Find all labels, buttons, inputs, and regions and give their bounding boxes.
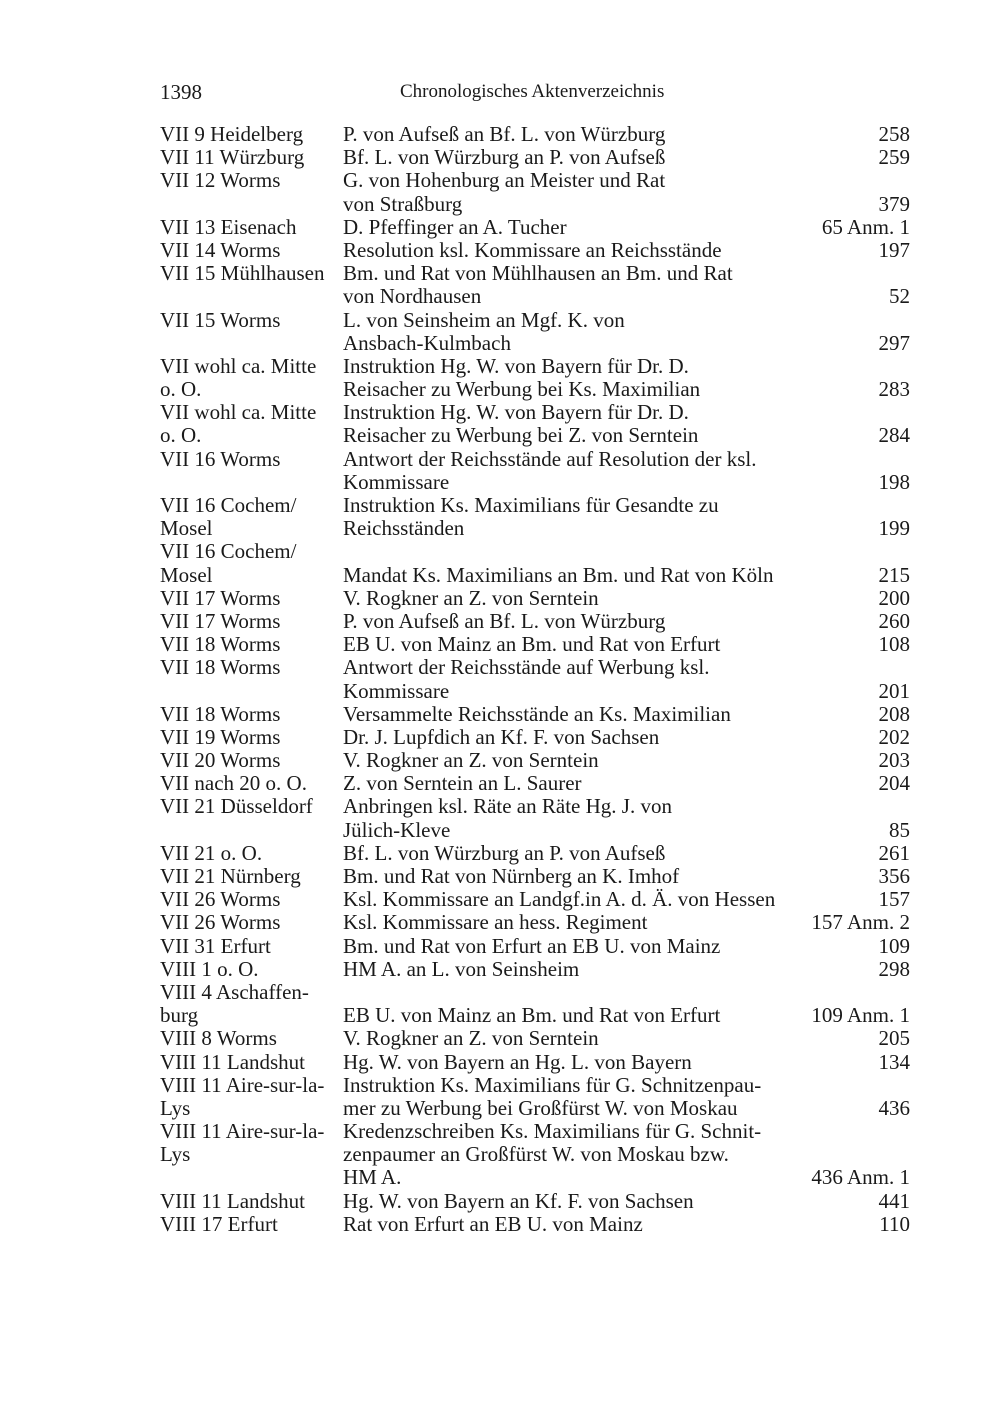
page-number: 1398 [160,80,202,104]
entry-date-place [160,772,343,795]
entry-description [343,842,798,865]
entry-reference [798,656,910,702]
entry-date-line: VII 14 Worms [160,237,281,262]
entry-row [160,239,910,262]
entry-reference [798,842,910,865]
entry-reference-number: 261 [878,840,910,865]
entry-reference [798,494,910,540]
entry-description [343,633,798,656]
entry-date-line: VII 12 Worms [160,168,281,193]
entry-date-line: VII wohl ca. Mitte [160,400,317,425]
entry-text-line: mer zu Werbung bei Großfürst W. von Moskau [343,1095,738,1120]
entry-text-line: V. Rogkner an Z. von Serntein [343,585,599,610]
entry-reference [798,911,910,934]
entry-text-line: Instruktion Hg. W. von Bayern für Dr. D. [343,353,689,378]
entry-date-place [160,795,343,841]
entry-row [160,1074,910,1120]
entry-text-line: Kommissare [343,678,450,703]
entry-reference-number: 284 [878,423,910,448]
entry-text-line: zenpaumer an Großfürst W. von Moskau bzw. [343,1142,729,1167]
entry-reference-number: 65 Anm. 1 [821,214,910,239]
entry-reference [798,1051,910,1074]
entry-text-line: Instruktion Ks. Maximilians für G. Schnitzenpau- [343,1072,762,1097]
entry-description [343,401,798,447]
entry-date-place [160,239,343,262]
entry-reference [798,309,910,355]
entry-date-line: VII 17 Worms [160,608,281,633]
entry-date-line: VIII 8 Worms [160,1026,277,1051]
entry-date-place [160,216,343,239]
entry-reference [798,1074,910,1120]
entry-reference [798,703,910,726]
entry-reference-number: 283 [878,377,910,402]
entry-description [343,494,798,540]
entry-date-line: VII 11 Würzburg [160,145,305,170]
entry-date-place [160,309,343,355]
entry-text-line: Rat von Erfurt an EB U. von Mainz [343,1211,643,1236]
entry-date-line: VII 18 Worms [160,701,281,726]
entry-reference-number: 198 [878,469,910,494]
entry-description [343,772,798,795]
entry-date-line: VII 18 Worms [160,655,281,680]
entry-date-place [160,981,343,1027]
entry-description [343,703,798,726]
entry-reference-number: 108 [878,632,910,657]
entry-reference [798,795,910,841]
entry-date-place [160,703,343,726]
entry-reference [798,355,910,401]
entry-reference [798,935,910,958]
entry-text-line: Bm. und Rat von Nürnberg an K. Imhof [343,864,680,888]
entry-date-line: VIII 11 Landshut [160,1049,306,1074]
entry-date-line: VII nach 20 o. O. [160,771,307,796]
entry-date-line: o. O. [160,423,202,448]
entry-date-line: VII 31 Erfurt [160,933,271,958]
entry-row [160,795,910,841]
entry-date-place [160,401,343,447]
entry-date-line: VII 9 Heidelberg [160,122,304,146]
entry-text-line: V. Rogkner an Z. von Serntein [343,1026,599,1051]
entry-date-place [160,494,343,540]
entry-description [343,981,798,1027]
entry-date-line: VII 17 Worms [160,585,281,610]
entry-reference-number: 298 [878,956,910,981]
entry-reference-number: 356 [878,864,910,888]
entry-date-place [160,146,343,169]
entry-description [343,795,798,841]
entry-text-line: Hg. W. von Bayern an Hg. L. von Bayern [343,1049,692,1074]
entry-reference-number: 260 [878,608,910,633]
entry-text-line: Z. von Serntein an L. Saurer [343,771,582,796]
entry-row [160,587,910,610]
entry-row [160,610,910,633]
entry-reference-number: 379 [878,191,910,216]
entry-date-place [160,842,343,865]
entry-reference [798,239,910,262]
entry-reference [798,1120,910,1190]
entry-date-place [160,1190,343,1213]
entry-text-line: V. Rogkner an Z. von Serntein [343,748,599,773]
entry-date-line: burg [160,1003,199,1028]
entry-text-line: HM A. [343,1165,402,1190]
entry-row [160,123,910,146]
entry-date-line: VII 16 Worms [160,446,281,471]
entry-reference-number: 215 [878,562,910,587]
entry-description [343,958,798,981]
entry-row [160,146,910,169]
entry-date-line: VIII 11 Aire-sur-la- [160,1119,325,1144]
entry-text-line: Bm. und Rat von Mühlhausen an Bm. und Rat [343,261,733,286]
entry-reference [798,1190,910,1213]
entry-description [343,888,798,911]
entry-reference [798,540,910,586]
entry-date-line: Mosel [160,516,213,541]
entry-description [343,355,798,401]
entry-text-line [343,540,798,563]
entry-description [343,1051,798,1074]
entry-description [343,1190,798,1213]
entry-description [343,262,798,308]
entry-date-place [160,865,343,888]
entry-text-line: Bf. L. von Würzburg an P. von Aufseß [343,145,666,170]
entry-date-place [160,169,343,215]
entry-reference [798,146,910,169]
entry-date-place [160,888,343,911]
entry-reference [798,888,910,911]
entry-reference-number: 208 [878,701,910,726]
entry-description [343,656,798,702]
entry-reference-number: 204 [878,771,910,796]
entry-date-line: Lys [160,1142,191,1167]
entry-date-place [160,958,343,981]
entry-reference [798,981,910,1027]
entry-text-line: Antwort der Reichsstände auf Resolution der ksl. [343,446,757,471]
entry-row [160,888,910,911]
entry-reference [798,610,910,633]
entry-date-line: VII 21 o. O. [160,840,263,865]
entry-reference-number: 197 [878,237,910,262]
entry-reference [798,865,910,888]
entry-date-line: VII 21 Nürnberg [160,864,301,888]
entry-reference-number: 157 Anm. 2 [811,910,910,935]
entry-text-line: Mandat Ks. Maximilians an Bm. und Rat von Köln [343,562,774,587]
entry-description [343,610,798,633]
entry-description [343,749,798,772]
entry-text-line: Reisacher zu Werbung bei Ks. Maximilian [343,377,701,402]
entry-text-line: Ansbach-Kulmbach [343,330,511,355]
entry-description [343,123,798,146]
entry-description [343,935,798,958]
entry-reference-number: 436 [878,1095,910,1120]
entry-description [343,726,798,749]
entry-reference-number: 157 [878,887,910,912]
entry-row [160,726,910,749]
entry-row [160,749,910,772]
entry-row [160,656,910,702]
entry-date-line: VII 16 Cochem/ [160,493,297,517]
running-title: Chronologisches Aktenverzeichnis [400,81,665,102]
entry-reference-number: 297 [878,330,910,355]
entry-text-line: Ksl. Kommissare an Landgf.in A. d. Ä. von Hessen [343,887,776,912]
entry-reference-number: 202 [878,724,910,749]
entry-date-place [160,355,343,401]
entry-reference [798,216,910,239]
entry-text-line [343,981,798,1004]
entry-date-place [160,123,343,146]
entry-reference-number: 201 [878,678,910,703]
entry-description [343,1213,798,1236]
entry-row [160,981,910,1027]
entry-date-place [160,1051,343,1074]
entry-description [343,1027,798,1050]
entry-text-line: EB U. von Mainz an Bm. und Rat von Erfurt [343,1003,721,1028]
entry-reference [798,587,910,610]
entry-description [343,216,798,239]
entry-text-line: Reisacher zu Werbung bei Z. von Serntein [343,423,699,448]
entry-text-line: P. von Aufseß an Bf. L. von Würzburg [343,122,666,146]
entry-reference [798,262,910,308]
entry-date-place [160,1027,343,1050]
entry-date-place [160,448,343,494]
entry-row [160,309,910,355]
entry-reference-number: 109 Anm. 1 [811,1003,910,1028]
entry-date-place [160,935,343,958]
entry-row [160,842,910,865]
entry-date-place [160,587,343,610]
entry-reference-number: 258 [878,122,910,146]
entry-row [160,772,910,795]
entry-date-line: VII 13 Eisenach [160,214,297,239]
entry-text-line: Bm. und Rat von Erfurt an EB U. von Mainz [343,933,721,958]
entry-reference-number: 441 [878,1188,910,1213]
entry-row [160,958,910,981]
entry-date-line: VIII 4 Aschaffen- [160,979,309,1004]
entry-date-line: VIII 17 Erfurt [160,1211,278,1236]
entry-reference-number: 200 [878,585,910,610]
page-header [160,80,908,106]
entry-reference-number: 203 [878,748,910,773]
entry-date-line: Mosel [160,562,213,587]
entry-text-line: Instruktion Ks. Maximilians für Gesandte zu [343,493,719,517]
chronological-entry-list [160,123,910,1236]
entry-date-line: VII 15 Mühlhausen [160,261,325,286]
entry-text-line: von Straßburg [343,191,463,216]
entry-reference [798,169,910,215]
entry-reference [798,749,910,772]
entry-row [160,935,910,958]
entry-text-line: Ksl. Kommissare an hess. Regiment [343,910,648,935]
entry-row [160,1027,910,1050]
entry-date-line: VII 21 Düsseldorf [160,794,313,819]
entry-date-line: VII 19 Worms [160,724,281,749]
entry-date-line: VIII 11 Landshut [160,1188,306,1213]
entry-description [343,448,798,494]
entry-row [160,1213,910,1236]
entry-description [343,239,798,262]
entry-reference-number: 109 [878,933,910,958]
entry-description [343,1120,798,1190]
entry-date-line: VII 16 Cochem/ [160,539,297,564]
entry-text-line: von Nordhausen [343,284,482,309]
entry-date-place [160,1120,343,1190]
entry-date-place [160,1213,343,1236]
entry-row [160,865,910,888]
entry-text-line: Jülich-Kleve [343,817,451,842]
entry-text-line: G. von Hohenburg an Meister und Rat [343,168,666,193]
entry-date-line: VII 26 Worms [160,887,281,912]
entry-row [160,703,910,726]
entry-date-line: VII 18 Worms [160,632,281,657]
entry-reference [798,1213,910,1236]
entry-reference-number: 85 [889,817,910,842]
entry-date-line: VII 20 Worms [160,748,281,773]
entry-reference-number: 205 [878,1026,910,1051]
entry-text-line: Hg. W. von Bayern an Kf. F. von Sachsen [343,1188,694,1213]
entry-reference [798,772,910,795]
entry-reference [798,1027,910,1050]
entry-reference [798,123,910,146]
entry-reference-number: 436 Anm. 1 [811,1165,910,1190]
entry-reference [798,726,910,749]
entry-reference-number: 259 [878,145,910,170]
entry-description [343,169,798,215]
entry-description [343,1074,798,1120]
entry-date-place [160,911,343,934]
entry-text-line: Instruktion Hg. W. von Bayern für Dr. D. [343,400,689,425]
entry-row [160,448,910,494]
entry-description [343,146,798,169]
entry-row [160,401,910,447]
entry-reference [798,401,910,447]
entry-reference-number: 199 [878,516,910,541]
entry-text-line: HM A. an L. von Seinsheim [343,956,580,981]
entry-row [160,1190,910,1213]
entry-reference [798,633,910,656]
entry-date-line: VII wohl ca. Mitte [160,353,317,378]
entry-text-line: Reichsständen [343,516,465,541]
entry-date-line: Lys [160,1095,191,1120]
entry-text-line: Resolution ksl. Kommissare an Reichsstände [343,237,722,262]
entry-date-place [160,262,343,308]
entry-date-line: VIII 11 Aire-sur-la- [160,1072,325,1097]
entry-text-line: Kredenzschreiben Ks. Maximilians für G. Schnit- [343,1119,762,1144]
entry-row [160,633,910,656]
entry-date-place [160,610,343,633]
entry-description [343,587,798,610]
entry-reference-number: 52 [889,284,910,309]
entry-date-place [160,726,343,749]
entry-date-place [160,540,343,586]
entry-text-line: Antwort der Reichsstände auf Werbung ksl. [343,655,710,680]
entry-text-line: Dr. J. Lupfdich an Kf. F. von Sachsen [343,724,660,749]
entry-reference-number: 110 [879,1211,910,1236]
entry-date-place [160,1074,343,1120]
entry-reference-number: 134 [878,1049,910,1074]
entry-text-line: EB U. von Mainz an Bm. und Rat von Erfurt [343,632,721,657]
entry-row [160,169,910,215]
entry-row [160,911,910,934]
entry-row [160,540,910,586]
entry-text-line: Anbringen ksl. Räte an Räte Hg. J. von [343,794,672,819]
entry-date-line: VIII 1 o. O. [160,956,259,981]
entry-description [343,865,798,888]
entry-row [160,1051,910,1074]
entry-text-line: D. Pfeffinger an A. Tucher [343,214,567,239]
entry-description [343,540,798,586]
entry-text-line: P. von Aufseß an Bf. L. von Würzburg [343,608,666,633]
entry-description [343,309,798,355]
entry-date-line: o. O. [160,377,202,402]
entry-text-line: Versammelte Reichsstände an Ks. Maximilian [343,701,731,726]
entry-row [160,355,910,401]
entry-date-place [160,749,343,772]
entry-text-line: Kommissare [343,469,450,494]
entry-date-place [160,633,343,656]
entry-row [160,216,910,239]
entry-reference [798,958,910,981]
entry-date-place [160,656,343,702]
entry-text-line: Bf. L. von Würzburg an P. von Aufseß [343,840,666,865]
entry-date-line: VII 15 Worms [160,307,281,332]
entry-row [160,494,910,540]
entry-reference [798,448,910,494]
entry-date-line: VII 26 Worms [160,910,281,935]
entry-text-line: L. von Seinsheim an Mgf. K. von [343,307,625,332]
entry-row [160,1120,910,1190]
entry-row [160,262,910,308]
entry-description [343,911,798,934]
